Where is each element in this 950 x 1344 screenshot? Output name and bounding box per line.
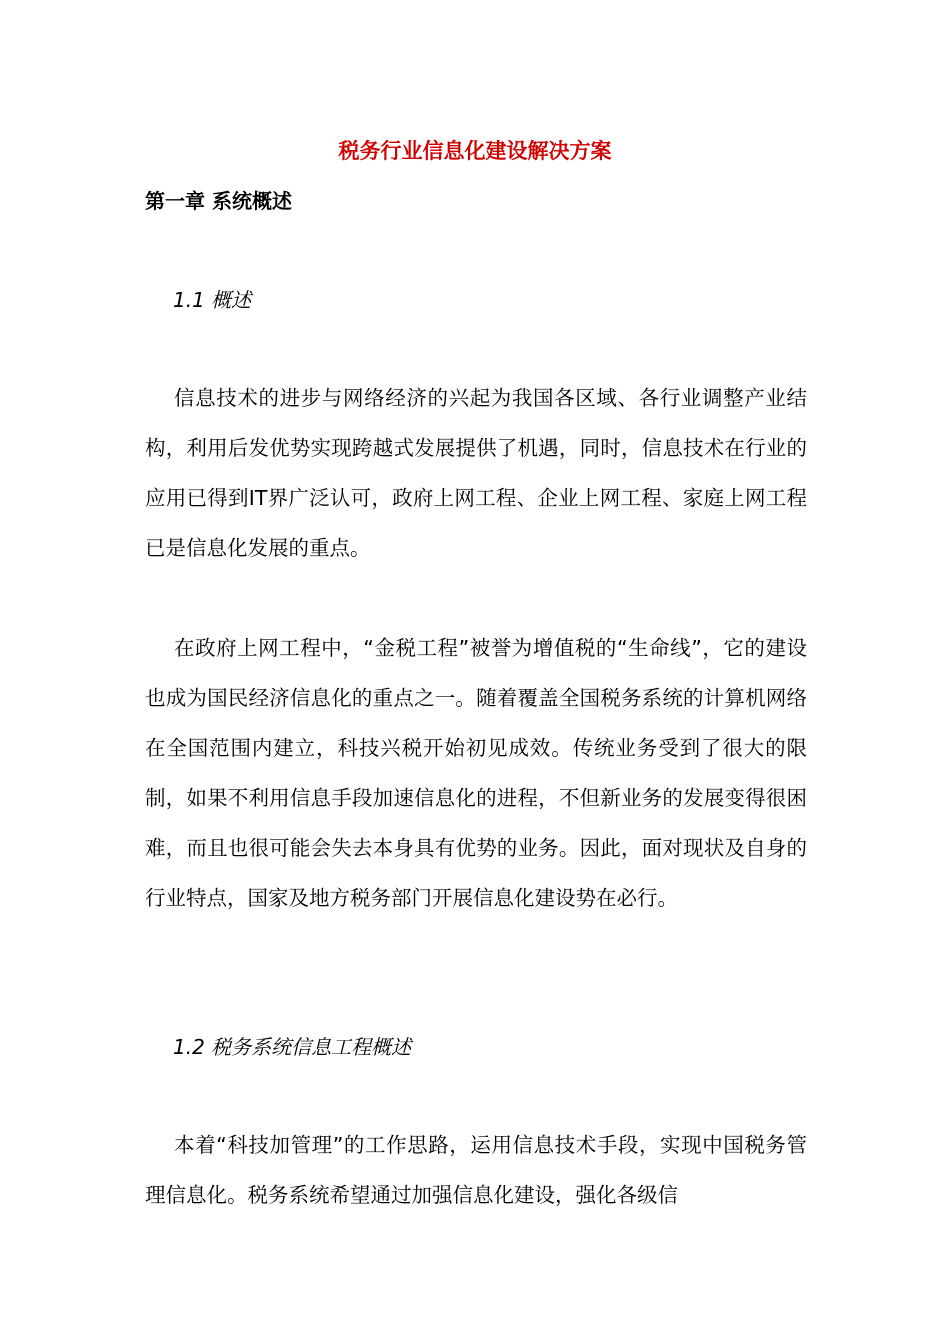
paragraph-3: 本着“科技加管理”的工作思路，运用信息技术手段，实现中国税务管理信息化。税务系统希望通过加强信息化建设，强化各级信 (145, 1133, 807, 1207)
section-heading-1-2: 1.2 税务系统信息工程概述 (173, 1035, 412, 1059)
paragraph-2: 在政府上网工程中，“金税工程”被誉为增值税的“生命线”，它的建设也成为国民经济信息化的重点之一。随着覆盖全国税务系统的计算机网络在全国范围内建立，科技兴税开始初见成效。传统业务受到了很大的限制，如果不利用信息手段加速信息化的进程，不但新业务的发展变得很困难，而且也很可能会失去本身具有优势的业务。因此，面对现状及自身的行业特点，国家及地方税务部门开展信息化建设势在必行。 (145, 636, 807, 910)
document-title: 税务行业信息化建设解决方案 (338, 139, 612, 163)
section-heading-1-1: 1.1 概述 (173, 288, 252, 312)
paragraph-1: 信息技术的进步与网络经济的兴起为我国各区域、各行业调整产业结构，利用后发优势实现跨越式发展提供了机遇，同时，信息技术在行业的应用已得到IT界广泛认可，政府上网工程、企业上网工程、家庭上网工程已是信息化发展的重点。 (145, 386, 807, 560)
chapter-heading: 第一章 系统概述 (145, 189, 292, 213)
